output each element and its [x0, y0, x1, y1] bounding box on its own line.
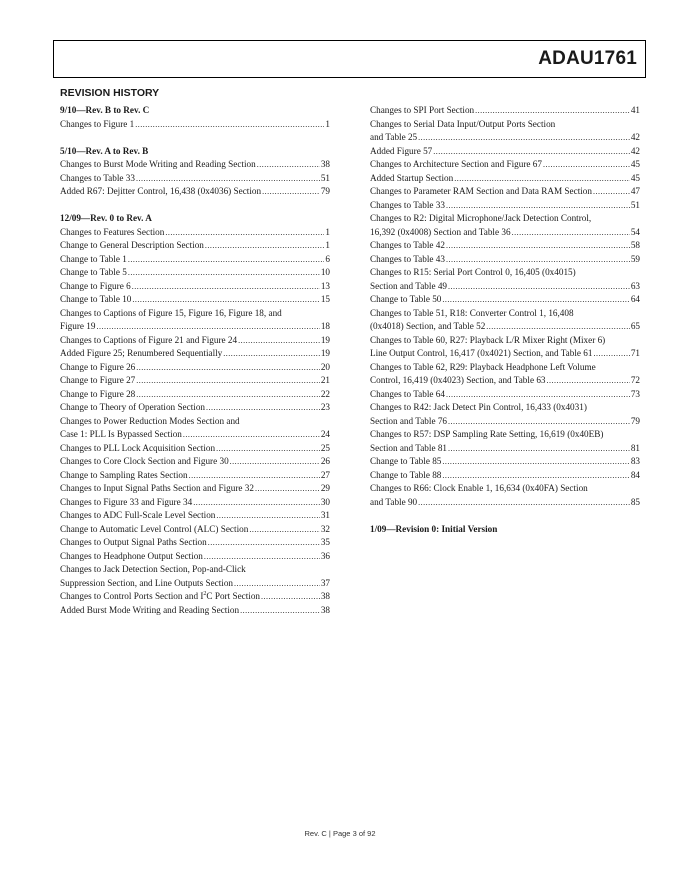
toc-entry-line: Changes to R15: Serial Port Control 0, 16,405 (0x4015)	[370, 267, 576, 277]
toc-entry-label: Change to Figure 26	[60, 361, 136, 372]
toc-entry	[370, 185, 640, 199]
toc-entry-label: Change to Figure 6	[60, 280, 131, 291]
leader-dots	[183, 428, 320, 442]
leader-dots	[446, 388, 630, 402]
toc-entry-page: 23	[320, 402, 330, 412]
toc-entry	[60, 523, 330, 537]
leader-dots	[442, 293, 629, 307]
toc-entry-page: 27	[320, 469, 330, 480]
toc-entry	[370, 388, 640, 402]
toc-entry-page: 65	[630, 321, 640, 331]
toc-entry	[60, 604, 330, 618]
toc-entry-page: 85	[630, 496, 640, 507]
leader-dots	[132, 293, 319, 307]
leader-dots	[448, 415, 630, 429]
toc-entry-page: 20	[320, 361, 330, 372]
toc-entry-label: Suppression Section, and Line Outputs Section	[60, 577, 234, 588]
toc-entry-label: Control, 16,419 (0x4023) Section, and Table 63	[370, 375, 546, 385]
toc-entry-page: 63	[630, 280, 640, 291]
toc-entry-page: 71	[630, 348, 640, 358]
toc-entry-page: 10	[320, 267, 330, 277]
revision-heading: 5/10—Rev. A to Rev. B	[60, 145, 149, 156]
toc-entry-line: Changes to R2: Digital Microphone/Jack Detection Control,	[370, 213, 592, 223]
section-title: REVISION HISTORY	[60, 87, 160, 99]
toc-entry	[60, 482, 330, 496]
toc-entry-line: Changes to Captions of Figure 15, Figure 16, Figure 18, and	[60, 307, 282, 318]
toc-entry-label: Change to Table 5	[60, 267, 127, 277]
leader-dots	[448, 442, 630, 456]
leader-dots	[257, 158, 320, 172]
revision-heading: 9/10—Rev. B to Rev. C	[60, 105, 150, 115]
toc-entry	[60, 536, 330, 550]
toc-entry-label: 16,392 (0x4008) Section and Table 36	[370, 226, 511, 237]
toc-entry-page: 1	[325, 226, 330, 237]
toc-entry-page: 83	[630, 456, 640, 466]
toc-entry-page: 81	[630, 442, 640, 453]
toc-entry-label: Change to Table 88	[370, 469, 442, 480]
toc-entry-page: 51	[320, 172, 330, 183]
toc-entry	[60, 442, 330, 456]
toc-entry-page: 18	[320, 321, 330, 331]
leader-dots	[255, 482, 320, 496]
toc-entry-page: 35	[320, 537, 330, 547]
toc-entry-label: Change to Table 10	[60, 294, 132, 304]
toc-entry-label: Changes to Burst Mode Writing and Reading Section	[60, 159, 256, 169]
superscript: 2	[203, 590, 207, 597]
leader-dots	[249, 523, 320, 537]
toc-entry-line: Changes to Jack Detection Section, Pop-and-Click	[60, 564, 246, 574]
toc-entry-page: 84	[630, 469, 640, 480]
toc-entry-label: Added Figure 57	[370, 145, 433, 156]
toc-entry-label: Change to Automatic Level Control (ALC) Section	[60, 523, 249, 534]
leader-dots	[230, 455, 320, 469]
toc-entry-page: 38	[320, 604, 330, 615]
toc-entry	[60, 347, 330, 361]
toc-entry-page: 6	[325, 253, 330, 264]
toc-entry-label: Changes to Table 64	[370, 388, 445, 399]
leader-dots	[442, 469, 629, 483]
toc-entry-label: Added R67: Dejitter Control, 16,438 (0x4036) Section	[60, 186, 262, 196]
leader-dots	[132, 280, 320, 294]
toc-entry-page: 24	[320, 429, 330, 439]
toc-entry	[60, 509, 330, 523]
toc-entry-page: 42	[630, 132, 640, 142]
toc-entry-page: 13	[320, 280, 330, 291]
toc-entry-label: Changes to Core Clock Section and Figure 30	[60, 456, 229, 466]
toc-entry-line: Changes to R66: Clock Enable 1, 16,634 (0x40FA) Section	[370, 483, 588, 493]
spacer	[60, 199, 330, 213]
toc-entry	[60, 158, 330, 172]
toc-entry-label: Changes to Table 42	[370, 240, 445, 250]
toc-entry-label: Changes to Output Signal Paths Section	[60, 537, 207, 547]
leader-dots	[486, 320, 630, 334]
toc-entry	[60, 118, 330, 132]
leader-dots	[204, 550, 320, 564]
toc-entry-page: 51	[630, 199, 640, 210]
toc-entry-label: and Table 90	[370, 496, 418, 507]
toc-entry-label: Change to Table 1	[60, 253, 127, 264]
leader-dots	[136, 374, 320, 388]
toc-entry-page: 19	[320, 348, 330, 358]
toc-entry-label: Changes to Figure 33 and Figure 34	[60, 496, 193, 507]
toc-entry-page: 45	[630, 172, 640, 183]
leader-dots	[446, 199, 630, 213]
leader-dots	[136, 361, 320, 375]
toc-entry-label: Line Output Control, 16,417 (0x4021) Section, and Table 61	[370, 348, 593, 358]
toc-entry-line: Changes to Table 62, R29: Playback Headphone Left Volume	[370, 361, 596, 372]
toc-entry	[60, 428, 330, 442]
toc-entry-line: Changes to Table 60, R27: Playback L/R Mixer Right (Mixer 6)	[370, 334, 606, 345]
toc-entry	[370, 104, 640, 118]
leader-dots	[205, 239, 325, 253]
right-column	[370, 104, 640, 536]
toc-entry-page: 64	[630, 294, 640, 304]
toc-entry-label: Change to General Description Section	[60, 240, 204, 250]
leader-dots	[136, 388, 320, 402]
toc-entry	[370, 239, 640, 253]
toc-entry	[60, 455, 330, 469]
toc-entry-label: Changes to Figure 1	[60, 118, 135, 129]
toc-entry	[370, 496, 640, 510]
toc-entry	[370, 374, 640, 388]
toc-entry	[370, 131, 640, 145]
toc-entry-page: 79	[630, 415, 640, 426]
toc-entry-page: 73	[630, 388, 640, 399]
left-column	[60, 104, 330, 617]
toc-entry	[60, 469, 330, 483]
toc-entry	[60, 374, 330, 388]
toc-entry-page: 37	[320, 577, 330, 588]
toc-entry	[370, 347, 640, 361]
leader-dots	[543, 158, 630, 172]
toc-entry-page: 25	[320, 442, 330, 453]
toc-entry	[60, 401, 330, 415]
leader-dots	[261, 590, 320, 604]
leader-dots	[454, 172, 630, 186]
spacer	[370, 509, 640, 523]
leader-dots	[165, 226, 324, 240]
toc-entry-label: Changes to Input Signal Paths Section and Figure 32	[60, 483, 254, 493]
toc-entry-label: Change to Table 85	[370, 456, 442, 466]
toc-entry-line: Changes to Serial Data Input/Output Ports Section	[370, 118, 556, 129]
toc-entry	[60, 239, 330, 253]
leader-dots	[136, 172, 320, 186]
leader-dots	[446, 239, 630, 253]
leader-dots	[593, 185, 630, 199]
toc-entry-page: 31	[320, 510, 330, 520]
leader-dots	[128, 266, 320, 280]
toc-entry	[370, 226, 640, 240]
toc-entry	[60, 266, 330, 280]
toc-entry-page: 72	[630, 375, 640, 385]
toc-entry-page: 54	[630, 226, 640, 237]
leader-dots	[189, 469, 320, 483]
leader-dots	[475, 104, 630, 118]
toc-entry-label: Section and Table 76	[370, 415, 448, 426]
toc-entry-label: Changes to SPI Port Section	[370, 105, 475, 115]
revision-heading: 1/09—Revision 0: Initial Version	[370, 523, 498, 534]
toc-entry-page: 30	[320, 496, 330, 507]
toc-entry-label: Changes to Control Ports Section and $I^2C$ Port Section	[60, 590, 261, 601]
toc-entry-page: 38	[320, 159, 330, 169]
toc-entry	[60, 388, 330, 402]
leader-dots	[206, 401, 320, 415]
leader-dots	[512, 226, 630, 240]
leader-dots	[216, 509, 319, 523]
page-footer: Rev. C | Page 3 of 92	[304, 829, 376, 838]
toc-entry	[60, 253, 330, 267]
toc-entry-label: Changes to ADC Full-Scale Level Section	[60, 510, 216, 520]
toc-entry-label: Added Figure 25; Renumbered Sequentially	[60, 348, 223, 358]
leader-dots	[135, 118, 324, 132]
toc-entry-page: 1	[325, 240, 330, 250]
leader-dots	[433, 145, 630, 159]
toc-entry	[370, 280, 640, 294]
toc-entry-label: Change to Table 50	[370, 294, 442, 304]
toc-entry-page: 58	[630, 240, 640, 250]
spacer	[60, 131, 330, 145]
leader-dots	[128, 253, 325, 267]
toc-entry	[60, 293, 330, 307]
toc-entry-line: Changes to R42: Jack Detect Pin Control, 16,433 (0x4031)	[370, 402, 587, 412]
leader-dots	[448, 280, 630, 294]
toc-entry	[370, 158, 640, 172]
toc-entry	[370, 172, 640, 186]
toc-entry-label: (0x4018) Section, and Table 52	[370, 321, 486, 331]
toc-entry-label: Changes to Features Section	[60, 226, 165, 237]
leader-dots	[446, 253, 630, 267]
toc-entry	[60, 496, 330, 510]
leader-dots	[223, 347, 320, 361]
toc-entry-page: 36	[320, 550, 330, 561]
part-number: ADAU1761	[538, 48, 637, 69]
toc-entry-label: Change to Sampling Rates Section	[60, 469, 188, 480]
toc-entry-label: Added Burst Mode Writing and Reading Section	[60, 604, 240, 615]
toc-entry	[60, 320, 330, 334]
toc-entry	[60, 590, 330, 604]
toc-entry-page: 79	[320, 186, 330, 196]
toc-entry-label: Added Startup Section	[370, 172, 454, 183]
toc-entry	[60, 334, 330, 348]
toc-entry-page: 19	[320, 334, 330, 345]
toc-entry-label: and Table 25	[370, 132, 418, 142]
toc-entry-label: Changes to Parameter RAM Section and Data RAM Section	[370, 186, 592, 196]
leader-dots	[208, 536, 320, 550]
toc-entry-label: Section and Table 81	[370, 442, 448, 453]
toc-entry-page: 47	[630, 186, 640, 196]
revision-heading: 12/09—Rev. 0 to Rev. A	[60, 213, 152, 223]
toc-entry-page: 29	[320, 483, 330, 493]
leader-dots	[216, 442, 320, 456]
toc-entry-label: Figure 19	[60, 321, 96, 331]
toc-entry-page: 21	[320, 375, 330, 385]
toc-entry	[60, 226, 330, 240]
toc-entry	[370, 415, 640, 429]
leader-dots	[547, 374, 630, 388]
toc-entry	[60, 550, 330, 564]
toc-entry-page: 59	[630, 253, 640, 264]
toc-entry-page: 45	[630, 159, 640, 169]
toc-entry-label: Changes to Table 33	[370, 199, 445, 210]
toc-entry	[370, 293, 640, 307]
toc-entry	[370, 469, 640, 483]
toc-entry-label: Change to Figure 27	[60, 375, 136, 385]
toc-entry-label: Change to Figure 28	[60, 388, 136, 399]
leader-dots	[418, 496, 630, 510]
leader-dots	[96, 320, 319, 334]
toc-entry-page: 38	[320, 591, 330, 601]
toc-entry-page: 22	[320, 388, 330, 399]
toc-entry-page: 1	[325, 118, 330, 129]
toc-entry-label: Case 1: PLL Is Bypassed Section	[60, 429, 182, 439]
header-box	[53, 40, 646, 78]
toc-entry	[60, 280, 330, 294]
toc-entry	[60, 361, 330, 375]
toc-entry-label: Changes to Captions of Figure 21 and Figure 24	[60, 334, 238, 345]
toc-entry-label: Changes to Headphone Output Section	[60, 550, 203, 561]
toc-entry-line: Changes to Power Reduction Modes Section and	[60, 415, 240, 426]
toc-entry	[370, 199, 640, 213]
leader-dots	[240, 604, 320, 618]
leader-dots	[442, 455, 629, 469]
toc-entry-label: Changes to PLL Lock Acquisition Section	[60, 442, 216, 453]
toc-entry-label: Changes to Architecture Section and Figure 67	[370, 159, 542, 169]
leader-dots	[418, 131, 630, 145]
toc-entry	[370, 455, 640, 469]
toc-entry-page: 32	[320, 523, 330, 534]
toc-entry-page: 26	[320, 456, 330, 466]
toc-entry-page: 15	[320, 294, 330, 304]
leader-dots	[193, 496, 320, 510]
toc-entry-line: Changes to Table 51, R18: Converter Control 1, 16,408	[370, 307, 574, 318]
leader-dots	[238, 334, 320, 348]
toc-entry-label: Section and Table 49	[370, 280, 448, 291]
leader-dots	[593, 347, 629, 361]
toc-entry	[370, 320, 640, 334]
toc-entry-line: Changes to R57: DSP Sampling Rate Setting, 16,619 (0x40EB)	[370, 429, 604, 439]
toc-entry	[370, 442, 640, 456]
toc-entry	[60, 185, 330, 199]
toc-entry	[370, 145, 640, 159]
toc-entry	[370, 253, 640, 267]
toc-entry-label: Changes to Table 43	[370, 253, 445, 264]
toc-entry	[60, 172, 330, 186]
toc-entry-label: Change to Theory of Operation Section	[60, 402, 206, 412]
leader-dots	[262, 185, 320, 199]
toc-entry-label: Changes to Table 33	[60, 172, 135, 183]
toc-entry-page: 42	[630, 145, 640, 156]
leader-dots	[234, 577, 320, 591]
toc-entry	[60, 577, 330, 591]
toc-entry-page: 41	[630, 105, 640, 115]
